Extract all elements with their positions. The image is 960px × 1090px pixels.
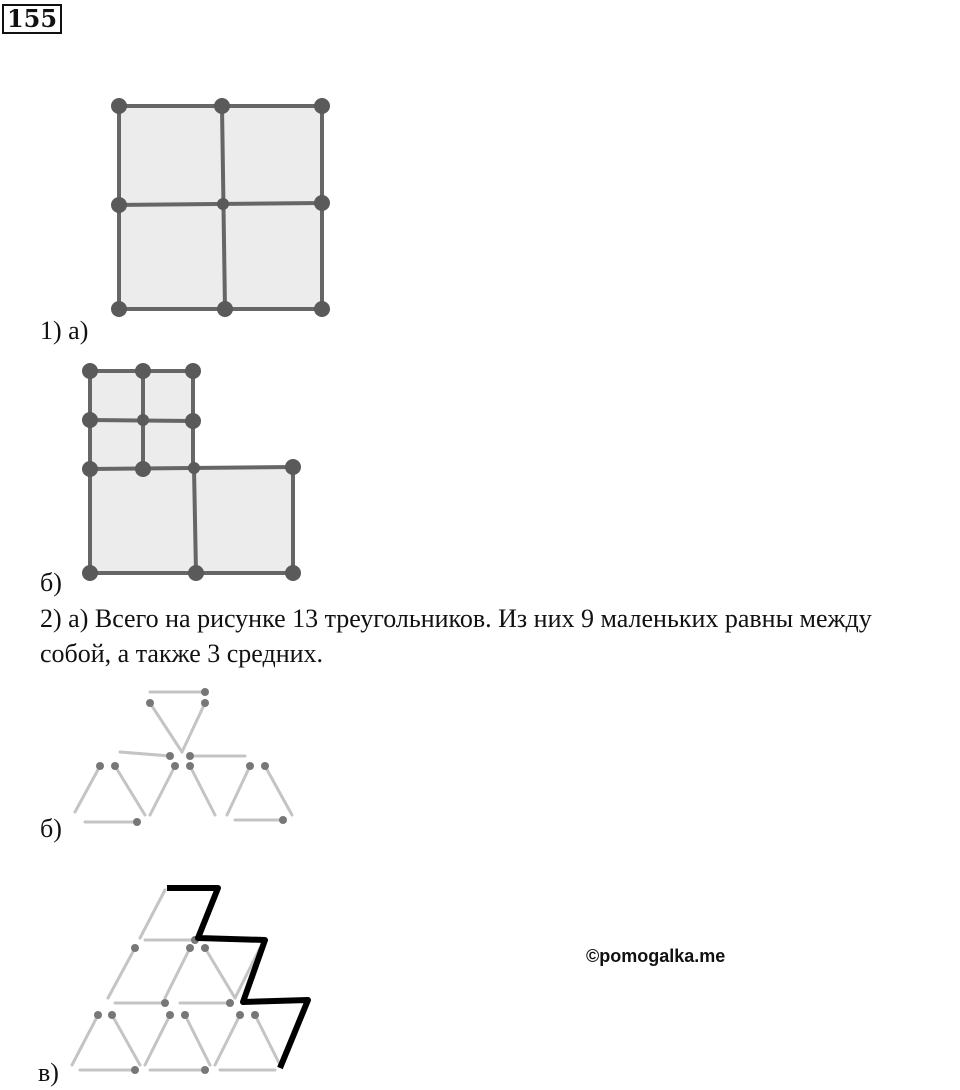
label-2b: б) bbox=[40, 814, 62, 843]
problem-number: 155 bbox=[2, 4, 62, 34]
watermark: ©pomogalka.me bbox=[586, 946, 726, 966]
part2-text-line1: 2) а) Всего на рисунке 13 треугольников. Из них 9 маленьких равны между bbox=[40, 604, 872, 633]
label-1b: б) bbox=[40, 568, 62, 597]
label-1a: 1) а) bbox=[40, 316, 89, 345]
figure-2b-match-heads bbox=[96, 688, 287, 826]
figure-2v-highlight-zigzag bbox=[167, 888, 308, 1068]
part2-text-line2: собой, а также 3 средних. bbox=[40, 639, 324, 668]
figure-2b-matchsticks bbox=[75, 692, 292, 822]
figure-2v-match-heads bbox=[94, 936, 259, 1074]
label-2v: в) bbox=[38, 1058, 59, 1087]
